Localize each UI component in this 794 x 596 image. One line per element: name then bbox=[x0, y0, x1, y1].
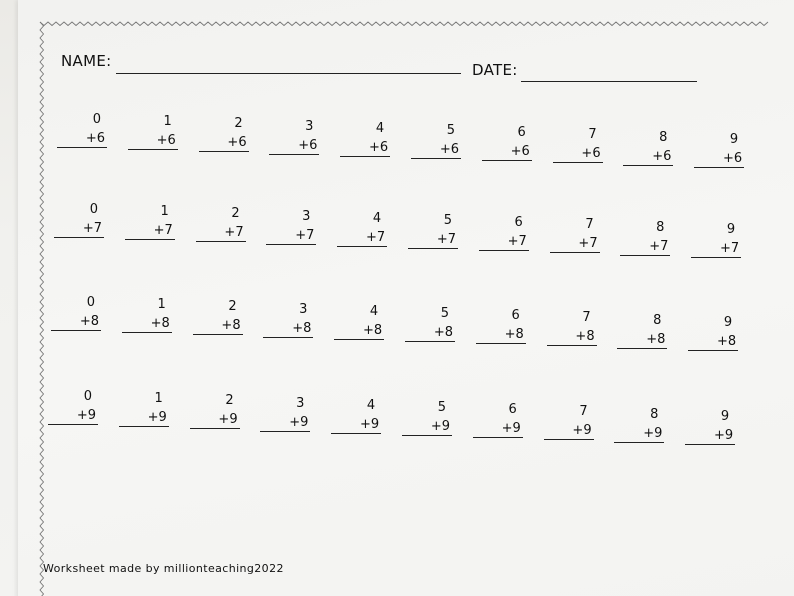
problem-addend: +8 bbox=[122, 315, 172, 333]
problem-number: 7 bbox=[579, 404, 588, 420]
addition-problem bbox=[122, 295, 172, 333]
problem-addend: +9 bbox=[614, 425, 664, 443]
problem-addend: +6 bbox=[269, 137, 319, 155]
problem-number: 7 bbox=[585, 217, 594, 233]
problem-number: 3 bbox=[302, 208, 311, 224]
problem-number: 8 bbox=[653, 312, 662, 328]
problem-number: 5 bbox=[446, 123, 455, 138]
problem-addend: +9 bbox=[119, 409, 169, 427]
problem-number: 7 bbox=[588, 127, 597, 143]
addition-problem bbox=[476, 306, 526, 344]
addition-problem bbox=[402, 398, 452, 436]
problem-number: 4 bbox=[372, 210, 382, 226]
addition-problem bbox=[544, 402, 594, 440]
problem-addend: +8 bbox=[688, 333, 738, 351]
addition-problem bbox=[331, 396, 381, 434]
problem-addend: +7 bbox=[54, 220, 104, 238]
addition-problem bbox=[688, 313, 738, 351]
addition-problem bbox=[340, 119, 390, 157]
addition-problem bbox=[614, 405, 664, 443]
addition-problem bbox=[334, 302, 384, 340]
problem-addend: +9 bbox=[402, 418, 452, 436]
problem-number: 6 bbox=[508, 402, 517, 418]
addition-problem bbox=[51, 293, 101, 331]
date-line bbox=[521, 81, 697, 82]
addition-problem bbox=[691, 220, 741, 258]
problem-number: 6 bbox=[517, 125, 526, 141]
problem-addend: +9 bbox=[473, 420, 523, 438]
addition-problem bbox=[617, 311, 667, 349]
problem-number: 2 bbox=[228, 299, 237, 315]
problem-number: 1 bbox=[157, 297, 166, 313]
problem-number: 7 bbox=[582, 310, 591, 326]
problem-number: 3 bbox=[305, 118, 314, 134]
addition-problem bbox=[48, 387, 98, 425]
name-line bbox=[116, 73, 461, 74]
problem-addend: +8 bbox=[334, 322, 384, 340]
addition-problem bbox=[337, 209, 387, 247]
addition-problem bbox=[623, 128, 673, 166]
problem-addend: +8 bbox=[405, 324, 455, 342]
problem-number: 0 bbox=[86, 295, 95, 310]
addition-problem bbox=[694, 130, 744, 168]
problem-addend: +6 bbox=[57, 130, 107, 148]
problem-addend: +6 bbox=[694, 150, 744, 168]
problem-number: 3 bbox=[296, 395, 305, 411]
addition-problem bbox=[196, 204, 246, 242]
problem-number: 8 bbox=[656, 219, 665, 235]
problem-number: 9 bbox=[729, 131, 739, 147]
problem-number: 4 bbox=[366, 397, 376, 413]
problem-addend: +6 bbox=[199, 134, 249, 152]
problem-addend: +8 bbox=[263, 320, 313, 338]
addition-problem bbox=[119, 389, 169, 427]
addition-problem bbox=[547, 308, 597, 346]
problem-number: 3 bbox=[299, 301, 308, 317]
addition-problem bbox=[190, 391, 240, 429]
addition-problem bbox=[550, 215, 600, 253]
problem-number: 0 bbox=[89, 202, 98, 217]
problem-number: 1 bbox=[163, 114, 172, 130]
problem-number: 4 bbox=[369, 303, 379, 319]
problem-addend: +6 bbox=[340, 139, 390, 157]
addition-problem bbox=[57, 110, 107, 148]
problem-addend: +7 bbox=[266, 227, 316, 245]
problem-addend: +7 bbox=[337, 229, 387, 247]
problem-number: 6 bbox=[514, 215, 523, 231]
problem-addend: +9 bbox=[190, 411, 240, 429]
addition-problem bbox=[128, 112, 178, 150]
problem-number: 9 bbox=[720, 408, 730, 424]
problem-addend: +7 bbox=[620, 238, 670, 256]
problem-addend: +8 bbox=[547, 328, 597, 346]
problem-addend: +8 bbox=[617, 331, 667, 349]
problem-number: 8 bbox=[659, 129, 668, 145]
problem-number: 5 bbox=[437, 400, 446, 415]
date-label: DATE: bbox=[472, 61, 518, 79]
problem-addend: +6 bbox=[623, 148, 673, 166]
problem-number: 2 bbox=[225, 393, 234, 409]
addition-problem bbox=[473, 400, 523, 438]
problem-addend: +8 bbox=[51, 313, 101, 331]
addition-problem bbox=[125, 202, 175, 240]
addition-problem bbox=[405, 304, 455, 342]
problem-number: 4 bbox=[375, 120, 385, 136]
problem-addend: +9 bbox=[685, 427, 735, 445]
problem-number: 9 bbox=[723, 314, 733, 330]
problem-addend: +7 bbox=[479, 233, 529, 251]
problem-number: 0 bbox=[92, 112, 101, 127]
addition-problem bbox=[479, 213, 529, 251]
problem-number: 2 bbox=[231, 206, 240, 222]
addition-problem bbox=[266, 207, 316, 245]
problem-addend: +9 bbox=[48, 407, 98, 425]
problem-addend: +7 bbox=[125, 222, 175, 240]
problem-number: 6 bbox=[511, 308, 520, 324]
addition-problem bbox=[263, 300, 313, 338]
problem-addend: +6 bbox=[553, 145, 603, 163]
problem-addend: +7 bbox=[408, 231, 458, 249]
problem-addend: +9 bbox=[544, 422, 594, 440]
problem-addend: +6 bbox=[128, 132, 178, 150]
addition-problem bbox=[269, 117, 319, 155]
problem-addend: +9 bbox=[260, 414, 310, 432]
problem-addend: +7 bbox=[691, 240, 741, 258]
addition-problem bbox=[260, 394, 310, 432]
problem-number: 8 bbox=[650, 406, 659, 422]
problem-addend: +8 bbox=[193, 317, 243, 335]
name-label: NAME: bbox=[61, 52, 112, 70]
problem-addend: +7 bbox=[550, 235, 600, 253]
addition-problem bbox=[411, 121, 461, 159]
addition-problem bbox=[482, 123, 532, 161]
problem-number: 9 bbox=[726, 221, 736, 237]
problem-number: 5 bbox=[440, 306, 449, 321]
problem-number: 0 bbox=[83, 389, 92, 404]
problem-number: 1 bbox=[154, 391, 163, 407]
addition-problem bbox=[685, 407, 735, 445]
problem-addend: +8 bbox=[476, 326, 526, 344]
addition-problem bbox=[408, 211, 458, 249]
problem-number: 1 bbox=[160, 204, 169, 220]
problem-addend: +9 bbox=[331, 416, 381, 434]
addition-problem bbox=[54, 200, 104, 238]
problem-addend: +6 bbox=[411, 141, 461, 159]
problem-addend: +6 bbox=[482, 143, 532, 161]
addition-problem bbox=[553, 125, 603, 163]
addition-problem bbox=[199, 114, 249, 152]
addition-problem bbox=[193, 297, 243, 335]
problem-addend: +7 bbox=[196, 224, 246, 242]
addition-problem bbox=[620, 218, 670, 256]
problem-number: 2 bbox=[234, 116, 243, 132]
problem-number: 5 bbox=[443, 213, 452, 228]
worksheet-credit: Worksheet made by millionteaching2022 bbox=[43, 562, 284, 575]
